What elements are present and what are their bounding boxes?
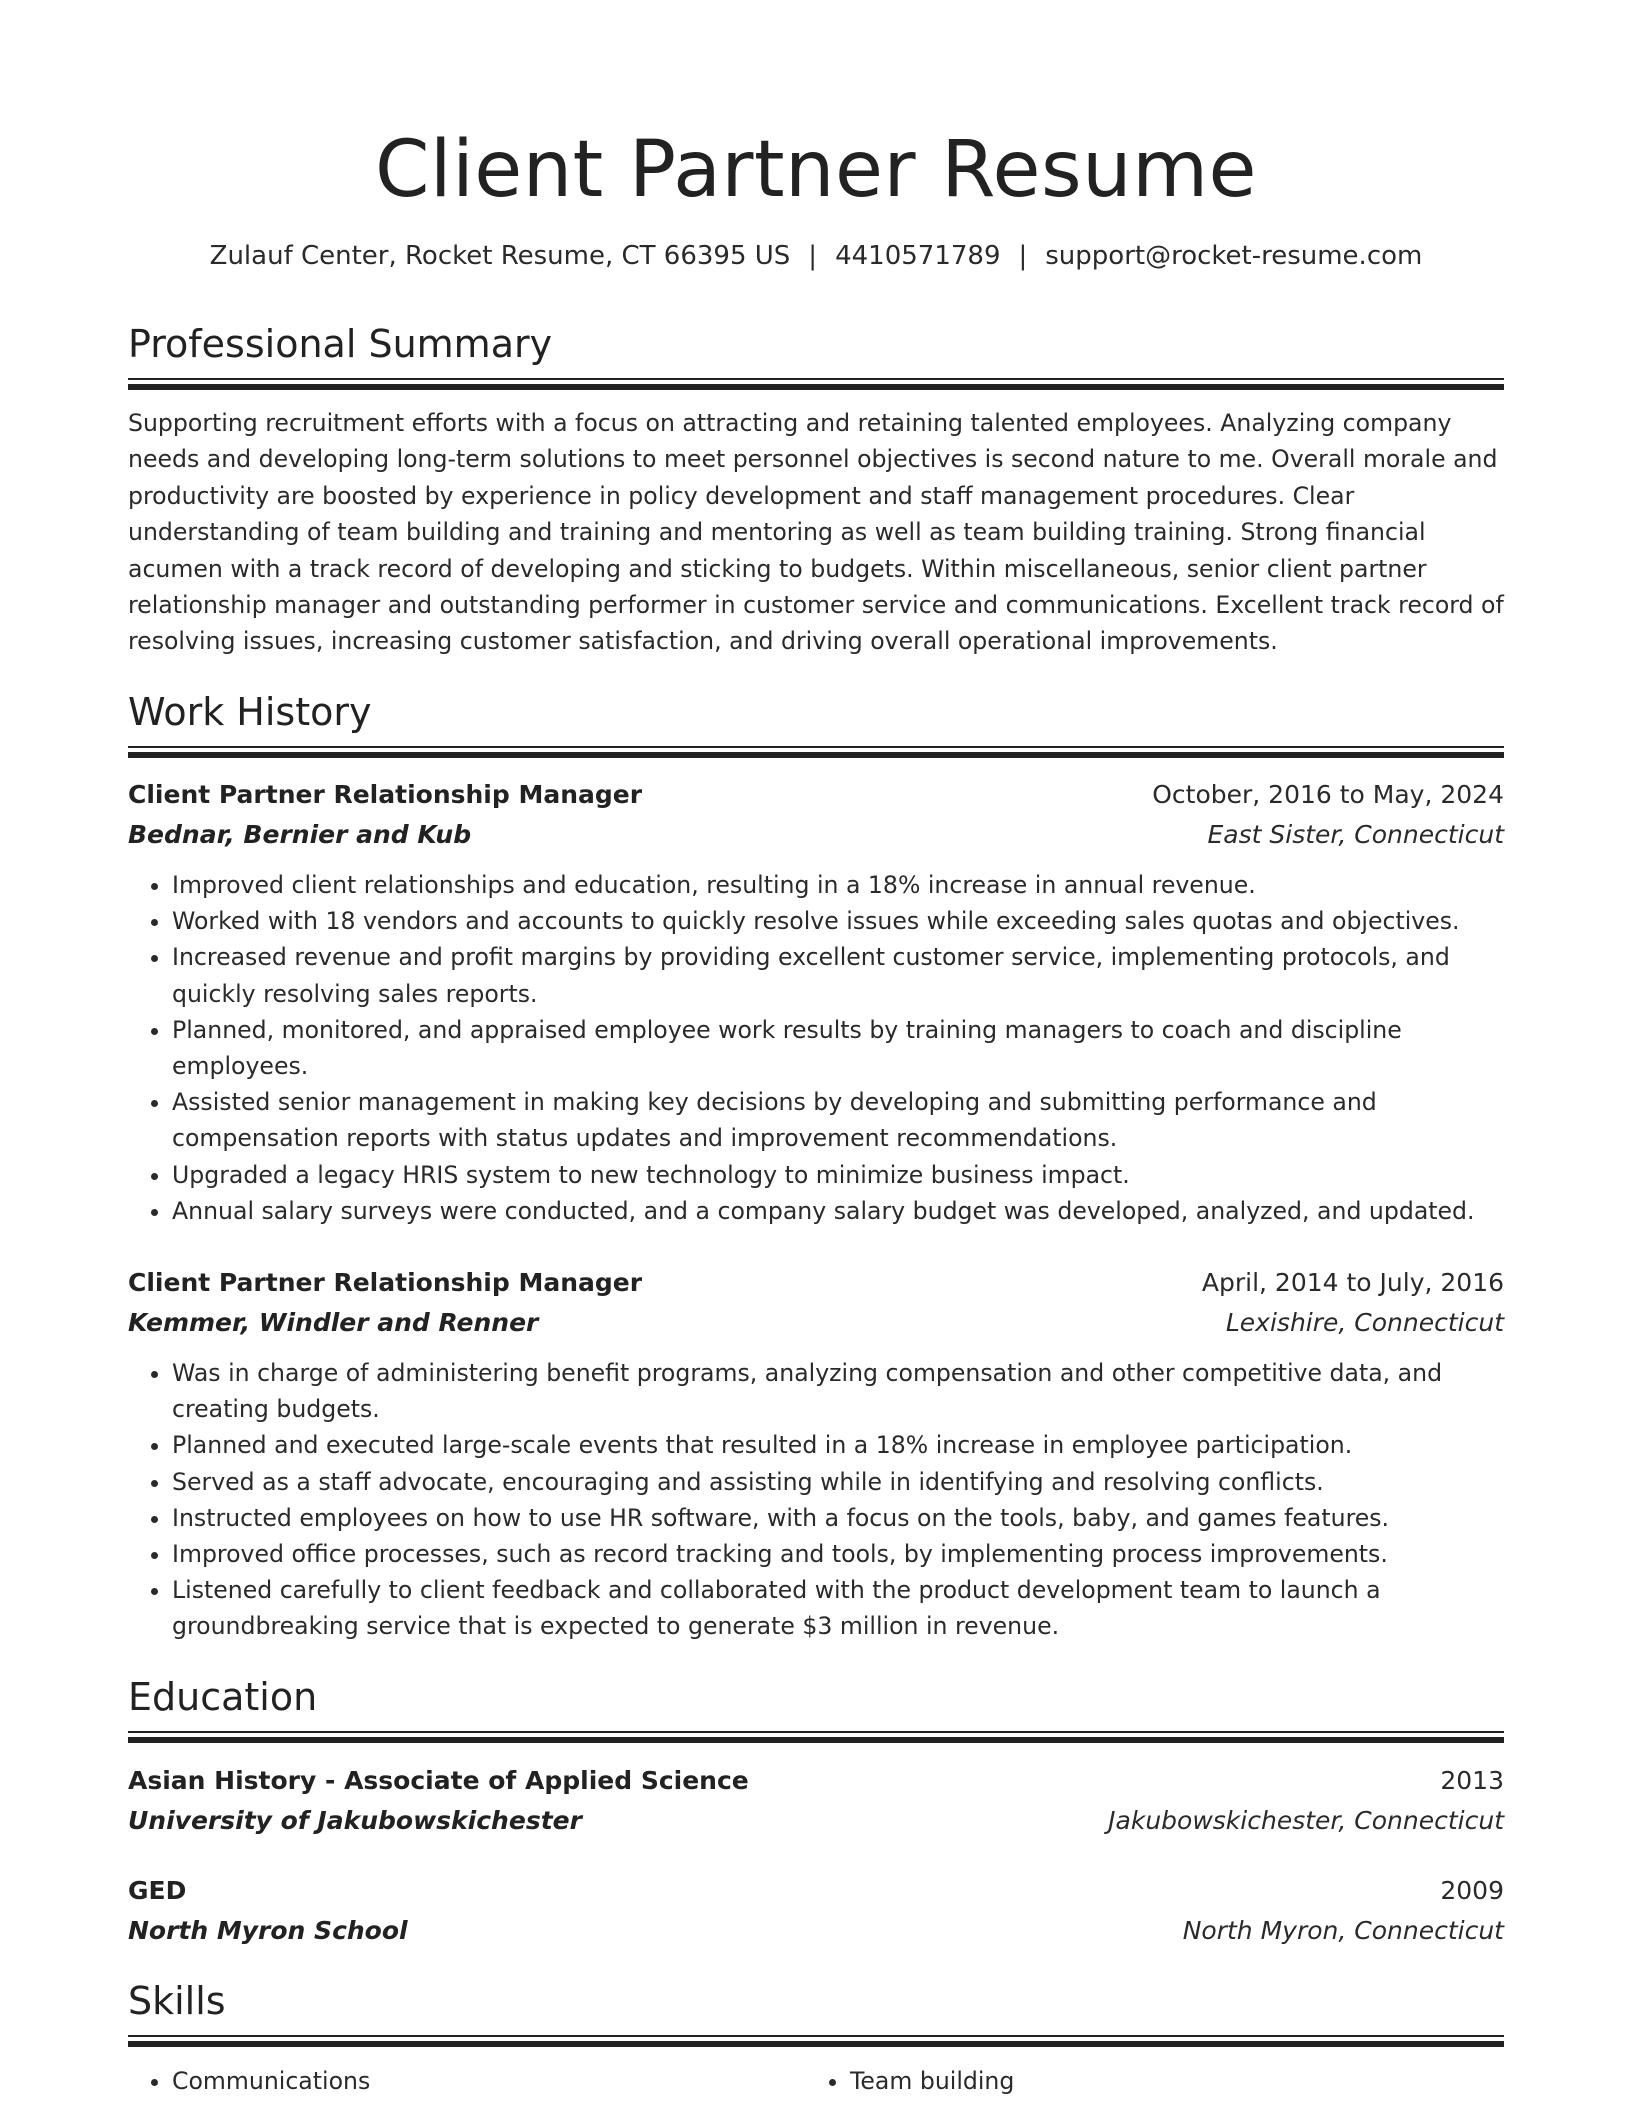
education-entry <box>128 1761 1504 1841</box>
job-dates: April, 2014 to July, 2016 <box>1201 1268 1504 1297</box>
contact-email: support@rocket-resume.com <box>1045 241 1423 271</box>
job-bullet: • Increased revenue and profit margins by providing excellent customer service, implementing protocols, and quickly resolving sales reports. <box>172 939 1504 1011</box>
skill-item: • Team building <box>850 2063 1484 2099</box>
job-bullet: • Planned, monitored, and appraised employee work results by training managers to coach and discipline employees. <box>172 1012 1504 1084</box>
education-entry <box>128 1871 1504 1951</box>
job-bullet: • Worked with 18 vendors and accounts to quickly resolve issues while exceeding sales quotas and objectives. <box>172 903 1504 939</box>
job-entry <box>128 1263 1504 1645</box>
section-rule-thick <box>128 752 1504 758</box>
skill-item: • Communications <box>172 2063 806 2099</box>
job-bullet: • Assisted senior management in making key decisions by developing and submitting performance and compensation reports with status updates and improvement recommendations. <box>172 1084 1504 1156</box>
job-bullet: • Planned and executed large-scale events that resulted in a 18% increase in employee participation. <box>172 1427 1504 1463</box>
section-rule-thick <box>128 384 1504 390</box>
section-rule-thin <box>128 378 1504 380</box>
contact-separator: | <box>1018 241 1028 271</box>
section-skills <box>128 1977 1504 2047</box>
contact-phone: 4410571789 <box>835 241 1001 271</box>
education-year: 2013 <box>1440 1766 1504 1795</box>
section-work-history <box>128 688 1504 758</box>
contact-address: Zulauf Center, Rocket Resume, CT 66395 US <box>209 241 791 271</box>
contact-line <box>128 238 1504 274</box>
section-rule-thin <box>128 1731 1504 1733</box>
education-year: 2009 <box>1440 1876 1504 1905</box>
job-bullet: • Improved office processes, such as record tracking and tools, by implementing process improvements. <box>172 1536 1504 1572</box>
resume-title: Client Partner Resume <box>374 125 1258 215</box>
education-degree: Asian History - Associate of Applied Science <box>128 1766 749 1795</box>
job-bullets <box>128 1355 1504 1645</box>
section-professional-summary <box>128 320 1504 390</box>
section-heading: Education <box>128 1675 318 1719</box>
job-bullet: • Improved client relationships and education, resulting in a 18% increase in annual revenue. <box>172 867 1504 903</box>
job-header-row <box>128 775 1504 815</box>
section-rule-thick <box>128 2041 1504 2047</box>
section-rule-thin <box>128 746 1504 748</box>
section-education <box>128 1673 1504 1743</box>
job-bullet: • Instructed employees on how to use HR software, with a focus on the tools, baby, and games features. <box>172 1500 1504 1536</box>
section-heading: Work History <box>128 690 372 734</box>
job-entry <box>128 775 1504 1229</box>
job-location: Lexishire, Connecticut <box>1225 1308 1504 1337</box>
job-dates: October, 2016 to May, 2024 <box>1152 780 1504 809</box>
section-heading: Skills <box>128 1979 226 2023</box>
job-bullet: • Listened carefully to client feedback and collaborated with the product development team to launch a groundbreaking service that is expected to generate $3 million in revenue. <box>172 1572 1504 1644</box>
job-company-row <box>128 815 1504 855</box>
job-header-row <box>128 1263 1504 1303</box>
education-school-row <box>128 1911 1504 1951</box>
job-location: East Sister, Connecticut <box>1207 820 1504 849</box>
education-location: Jakubowskichester, Connecticut <box>1108 1806 1504 1835</box>
education-header-row <box>128 1871 1504 1911</box>
skills-column-right <box>806 2063 1484 2099</box>
education-degree: GED <box>128 1876 187 1905</box>
education-header-row <box>128 1761 1504 1801</box>
section-heading: Professional Summary <box>128 322 553 366</box>
education-school: North Myron School <box>128 1916 408 1945</box>
education-school-row <box>128 1801 1504 1841</box>
contact-separator: | <box>808 241 818 271</box>
job-company: Bednar, Bernier and Kub <box>128 820 472 849</box>
job-company: Kemmer, Windler and Renner <box>128 1308 539 1337</box>
job-title: Client Partner Relationship Manager <box>128 780 643 809</box>
job-bullet: • Upgraded a legacy HRIS system to new technology to minimize business impact. <box>172 1157 1504 1193</box>
job-bullet: • Annual salary surveys were conducted, and a company salary budget was developed, analyzed, and updated. <box>172 1193 1504 1229</box>
section-rule-thick <box>128 1737 1504 1743</box>
job-bullets <box>128 867 1504 1229</box>
education-school: University of Jakubowskichester <box>128 1806 582 1835</box>
section-rule-thin <box>128 2035 1504 2037</box>
education-location: North Myron, Connecticut <box>1182 1916 1504 1945</box>
job-bullet: • Served as a staff advocate, encouraging and assisting while in identifying and resolving conflicts. <box>172 1464 1504 1500</box>
job-title: Client Partner Relationship Manager <box>128 1268 643 1297</box>
summary-text: Supporting recruitment efforts with a focus on attracting and retaining talented employees. Analyzing company needs and developing long-term solutions to meet personnel objectives is second nature to me. Overall morale and productivity are boosted by experience in policy development and staff management procedures. Clear understanding of team building and training and mentoring as well as team building training. Strong financial acumen with a track record of developing and sticking to budgets. Within miscellaneous, senior client partner relationship manager and outstanding performer in customer service and communications. Excellent track record of resolving issues, increasing customer satisfaction, and driving overall operational improvements. <box>128 409 1504 656</box>
skills-column-left <box>128 2063 806 2099</box>
skills-list <box>128 2063 1504 2099</box>
job-company-row <box>128 1303 1504 1343</box>
job-bullet: • Was in charge of administering benefit programs, analyzing compensation and other competitive data, and creating budgets. <box>172 1355 1504 1427</box>
